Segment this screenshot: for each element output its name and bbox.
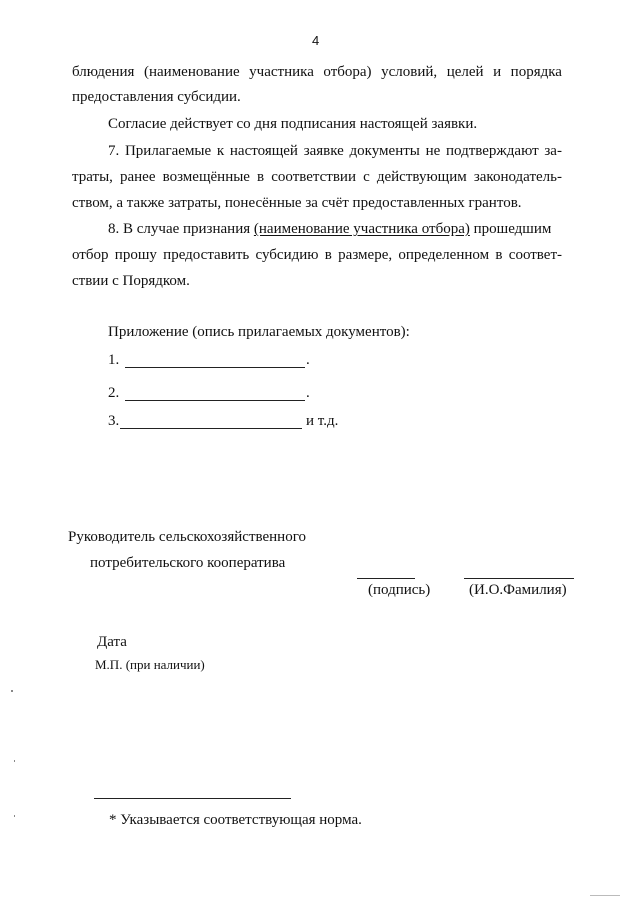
paragraph-7-line-2 — [72, 167, 562, 187]
paragraph-7-line-1 — [108, 141, 562, 161]
word: (наименование — [143, 64, 240, 80]
appendix-item-3-number: 3. — [108, 413, 120, 429]
word: документы — [349, 143, 420, 159]
signature-label: (подпись) — [368, 582, 431, 598]
word: траты, — [72, 169, 113, 185]
signature-blank — [357, 578, 415, 579]
participant-name-placeholder: (наименование участника отбора) — [253, 221, 470, 237]
word: в — [324, 247, 332, 263]
scan-speck — [14, 815, 15, 817]
paragraph-8-end: прошедшим — [469, 221, 552, 237]
word: подтверждают — [446, 143, 539, 159]
paragraph-8-start: 8. В случае признания — [108, 221, 254, 237]
word: блюдения — [72, 64, 135, 80]
appendix-item-1-number: 1. — [108, 352, 120, 368]
word: размере, — [338, 247, 393, 263]
word: в — [257, 169, 265, 185]
word: ранее — [120, 169, 156, 185]
word: 7. — [108, 143, 120, 159]
word: заявке — [303, 143, 344, 159]
paragraph-8-line-3: ствии с Порядком. — [72, 273, 190, 289]
appendix-item-1-blank — [125, 367, 305, 368]
paragraph-consent: Согласие действует со дня подписания настоящей заявки. — [108, 116, 478, 132]
scan-speck — [11, 690, 13, 692]
word: порядка — [510, 64, 562, 80]
date-label: Дата — [97, 634, 127, 650]
word: субсидию — [255, 247, 319, 263]
footnote: * Указывается соответствующая норма. — [109, 812, 362, 828]
word: соответствии — [271, 169, 356, 185]
word: законодатель- — [473, 169, 562, 185]
appendix-item-3-blank — [120, 428, 302, 429]
word: определенном — [398, 247, 490, 263]
appendix-item-2-end: . — [306, 385, 310, 401]
appendix-item-3-end: и т.д. — [306, 413, 339, 429]
word: не — [425, 143, 441, 159]
appendix-title: Приложение (опись прилагаемых документов): — [108, 324, 410, 340]
paragraph-8-line-1 — [108, 219, 551, 239]
name-label: (И.О.Фамилия) — [469, 582, 567, 598]
word: предоставить — [163, 247, 250, 263]
word: действующим — [376, 169, 467, 185]
word: в — [495, 247, 503, 263]
name-blank — [464, 578, 574, 579]
scan-speck — [590, 895, 620, 896]
word: соответ- — [508, 247, 562, 263]
paragraph-7-line-3: ством, а также затраты, понесённые за счёт предоставленных грантов. — [72, 195, 522, 211]
appendix-item-2-number: 2. — [108, 385, 120, 401]
paragraph-continue-line-1 — [72, 62, 562, 82]
word: настоящей — [229, 143, 298, 159]
word: отбор — [72, 247, 109, 263]
word: участника — [249, 64, 314, 80]
signer-position-line-2: потребительского кооператива — [90, 555, 286, 571]
word: за- — [544, 143, 562, 159]
word: прошу — [114, 247, 157, 263]
paragraph-continue-line-2: предоставления субсидии. — [72, 89, 241, 105]
stamp-label: М.П. (при наличии) — [95, 657, 205, 672]
word: отбора) — [323, 64, 372, 80]
word: Прилагаемые — [124, 143, 212, 159]
appendix-item-1-end: . — [306, 352, 310, 368]
word: и — [493, 64, 502, 80]
word: целей — [446, 64, 484, 80]
signer-position-line-1: Руководитель сельскохозяйственного — [68, 529, 306, 545]
word: условий, — [381, 64, 438, 80]
word: к — [216, 143, 225, 159]
appendix-item-2-blank — [125, 400, 305, 401]
word: возмещённые — [162, 169, 250, 185]
page-number: 4 — [312, 33, 320, 48]
scan-speck — [14, 760, 15, 762]
paragraph-8-line-2 — [72, 245, 562, 265]
word: с — [363, 169, 370, 185]
footnote-separator — [94, 798, 291, 799]
